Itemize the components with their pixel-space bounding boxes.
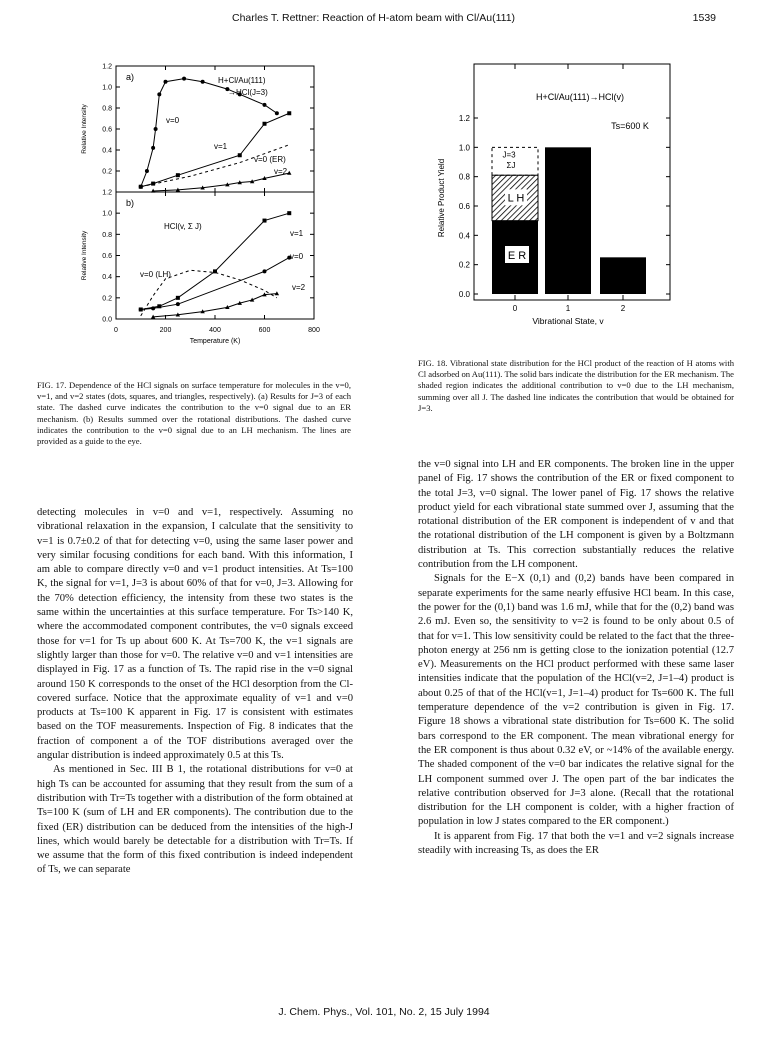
data-point — [176, 302, 180, 306]
data-point — [176, 296, 180, 300]
y-tick-label: 0.6 — [102, 126, 112, 134]
x-tick-label: 800 — [308, 327, 320, 334]
chart-title: H+Cl/Au(111) — [218, 76, 266, 85]
data-point — [182, 77, 186, 81]
y-tick-label: 0.4 — [102, 274, 112, 282]
series-label: v=0 (LH) — [140, 270, 171, 279]
x-tick-label: 0 — [114, 327, 118, 334]
y-tick-label: 0.2 — [458, 260, 470, 270]
data-point — [154, 127, 158, 131]
chart-title: H+Cl/Au(111)→HCl(v) — [536, 92, 624, 102]
x-tick-label: 2 — [620, 304, 626, 313]
y-tick-label: 0.6 — [458, 202, 470, 211]
data-point — [164, 80, 168, 84]
y-tick-label: 0.0 — [102, 316, 112, 324]
paragraph: the v=0 signal into LH and ER components. The broken line in the upper panel of Fig. 17 shows the contribution of the ER or fixed component to the total J=3, v=0 signal. The lower panel of Fig. 17 shows the relative product yield for each vibrational state summed over J, assuming that the rotational distribution of the ER component is independent of v and that the rotational distribution of the LH component is given by a Boltzmann distribution at Ts. This correction substantially reduces the relative contribution from the LH component. — [418, 459, 734, 571]
figure-17-plot — [81, 64, 320, 346]
chart-title: HCl(v, Σ J) — [164, 222, 202, 231]
y-tick-label: 1.2 — [102, 189, 112, 197]
series-line — [153, 173, 289, 191]
y-tick-label: 1.0 — [458, 143, 470, 153]
x-axis-label: Vibrational State, v — [532, 316, 604, 326]
y-axis-label: Relative Intensity — [81, 230, 88, 281]
data-point — [263, 122, 267, 126]
y-tick-label: 0.2 — [102, 295, 112, 303]
paragraph: Signals for the E−X (0,1) and (0,2) bands have been compared in separate experiments for the same nearly effusive HCl beam. In this case, the power for the (0,1) band was 1.6 mJ, while that for the (0,2) band was 2.6 mJ. Even so, the sensitivity to v=2 is found to be only about 0.5 of that for v=1. This low sensitivity could be related to the fact that the three-photon energy at 256 nm is getting close to the ionization potential (12.7 eV). Measurements on the HCl product performed with these same laser intensities indicate that the population of the HCl(v=2, J=1–4) product is about 0.25 of that of the HCl(v=1, J=1–4) product for Ts=600 K. The full temperature dependence of the v=2 contribution is given in Fig. 17. Figure 18 shows a vibrational state distribution for Ts=600 K. The solid bars correspond to the ER component. The mean vibrational energy for the ER component is thus about 0.32 eV, or ~14% of the available energy. The shaded component of the v=0 bar indicates the relative signal for the LH component summed over J. The open part of the bar indicates the relative contribution observed for J=3 alone. (Recall that the rotational distribution for the LH component is colder, with a higher fraction of population in low J states compared to the ER component.) — [418, 573, 734, 828]
chart-title: →HCl(J=3) — [228, 88, 268, 97]
lh-label: L H — [507, 192, 525, 205]
data-point — [176, 173, 180, 177]
er-label: E R — [507, 250, 527, 262]
series-label: v=1 — [214, 142, 228, 151]
y-tick-label: 0.4 — [458, 231, 470, 241]
plot-frame — [116, 192, 314, 319]
x-tick-label: 0 — [512, 304, 518, 313]
figure-18 — [430, 48, 712, 348]
y-tick-label: 0.8 — [102, 231, 112, 239]
y-tick-label: 1.0 — [102, 84, 112, 92]
page-number: 1539 — [692, 12, 716, 24]
data-point — [151, 306, 155, 310]
y-tick-label: 1.0 — [102, 210, 112, 218]
y-axis-label: Relative Product Yield — [437, 158, 446, 238]
figure-17 — [78, 50, 346, 380]
data-point — [238, 153, 242, 157]
journal-footer: J. Chem. Phys., Vol. 101, No. 2, 15 July 1994 — [278, 1006, 490, 1018]
j3-label: J=3 — [502, 150, 516, 160]
figure-18-caption: FIG. 18. Vibrational state distribution for the HCl product of the reaction of H atoms with Cl adsorbed on Au(111). The solid bars indicate the distribution for the ER mechanism. The shaded region indicates the additional contribution to v=0 due to the LH mechanism, summing over all J. The dashed line indicates the contribution that would be obtained for J=3. — [418, 358, 734, 413]
data-point — [139, 307, 143, 311]
paragraph: detecting molecules in v=0 and v=1, respectively. Assuming no vibrational relaxation in the expansion, I calculate that the sensitivity to v=1 is 0.7±0.2 of that for detecting v=0, using the same laser power and very similar focusing conditions for each band. With this information, I am able to compare directly v=0 and v=1 product intensities. At Ts=100 K, the signal for v=1, J=3 is about 60% of that for v=0, J=3. Allowing for the 70% detection efficiency, the intensity from these two states is the same within the uncertainties at this surface temperature. For Ts>140 K, where the accommodated component contributes, the v=0 signals exceed those for v=1 for Ts up about 600 K. At Ts=700 K, the v=1 signals are slightly larger than those for v=0. The relative v=0 and v=1 intensities are displayed in Fig. 17 as a function of Ts. The rapid rise in the v=0 signal around 150 K corresponds to the onset of the HCl desorption from the Cl-covered surface. Notice that the approximate equality of v=1 and v=0 products at Ts=100 K apparent in Fig. 17 is consistent with estimates based on the TOF measurements. Inspection of Fig. 8 indicates that the fraction of component a of the TOF distributions averaged over the angular distribution is indeed approximately 0.5 at this Ts. — [37, 507, 353, 762]
series-label: v=0 — [166, 116, 180, 125]
x-tick-label: 400 — [209, 327, 221, 334]
x-axis-label: Temperature (K) — [189, 338, 241, 345]
running-title: Charles T. Rettner: Reaction of H-atom beam with Cl/Au(111) — [232, 12, 516, 24]
paragraph: It is apparent from Fig. 17 that both the v=1 and v=2 signals increase steadily with increasing Ts, as does the ER — [418, 830, 734, 857]
sum-label: ΣJ — [506, 161, 516, 171]
data-point — [287, 171, 291, 175]
body-column-right — [418, 458, 734, 858]
data-point — [201, 80, 205, 84]
series-label: v=0 — [290, 252, 304, 261]
y-tick-label: 1.2 — [102, 63, 112, 71]
data-point — [151, 146, 155, 150]
figure-17-caption: FIG. 17. Dependence of the HCl signals on surface temperature for molecules in the v=0, v=1, and v=2 states (dots, squares, and triangles, respectively). (a) Results for J=3 of each state. The dashed curve indicates the contribution to the v=0 signal due to an ER mechanism. (b) Results summed over the rotational distributions. The dashed curve indicates the contribution to the v=0 signal due to an LH mechanism. The lines are provided as a guide to the eye. — [37, 380, 351, 447]
panel-label: a) — [126, 72, 135, 82]
bar — [600, 257, 646, 294]
body-column-left — [37, 506, 353, 878]
y-tick-label: 0.2 — [102, 168, 112, 176]
data-point — [287, 111, 291, 115]
figure-18-plot — [437, 64, 670, 326]
series-label: v=0 (ER) — [254, 155, 286, 164]
data-point — [263, 103, 267, 107]
temperature-annotation: Ts=600 K — [611, 121, 649, 131]
series-label: v=2 — [274, 167, 288, 176]
x-tick-label: 200 — [159, 327, 172, 334]
y-tick-label: 0.8 — [458, 172, 470, 182]
y-tick-label: 0.0 — [458, 290, 470, 299]
data-point — [263, 219, 267, 223]
x-tick-label: 600 — [258, 327, 271, 334]
panel-label: b) — [126, 198, 135, 208]
data-point — [287, 211, 291, 215]
running-header — [0, 12, 768, 32]
series-label: v=1 — [290, 229, 304, 238]
data-point — [145, 169, 149, 173]
y-tick-label: 0.6 — [102, 253, 112, 260]
series-line — [141, 258, 290, 310]
bar — [545, 147, 591, 294]
data-point — [157, 92, 161, 96]
data-point — [263, 269, 267, 273]
series-label: v=2 — [292, 283, 306, 292]
y-tick-label: 0.8 — [102, 105, 112, 113]
data-point — [275, 111, 279, 115]
y-axis-label: Relative Intensity — [81, 104, 88, 154]
y-tick-label: 1.2 — [458, 114, 470, 123]
x-tick-label: 1 — [565, 304, 571, 313]
y-tick-label: 0.4 — [102, 147, 112, 155]
paragraph: As mentioned in Sec. III B 1, the rotational distributions for v=0 at high Ts can be accounted for assuming that they result from the sum of a distribution with Tr=Ts together with a distribution of the form obtained at Ts=100 K (sum of LH and ER components). The contribution due to the fixed (ER) distribution can be deduced from the intensities of the high-J lines, which would barely be detectable for a distribution with Tr=Ts. If we assume that the form of this fixed contribution is indeed independent of Ts, we can separate — [37, 764, 353, 876]
